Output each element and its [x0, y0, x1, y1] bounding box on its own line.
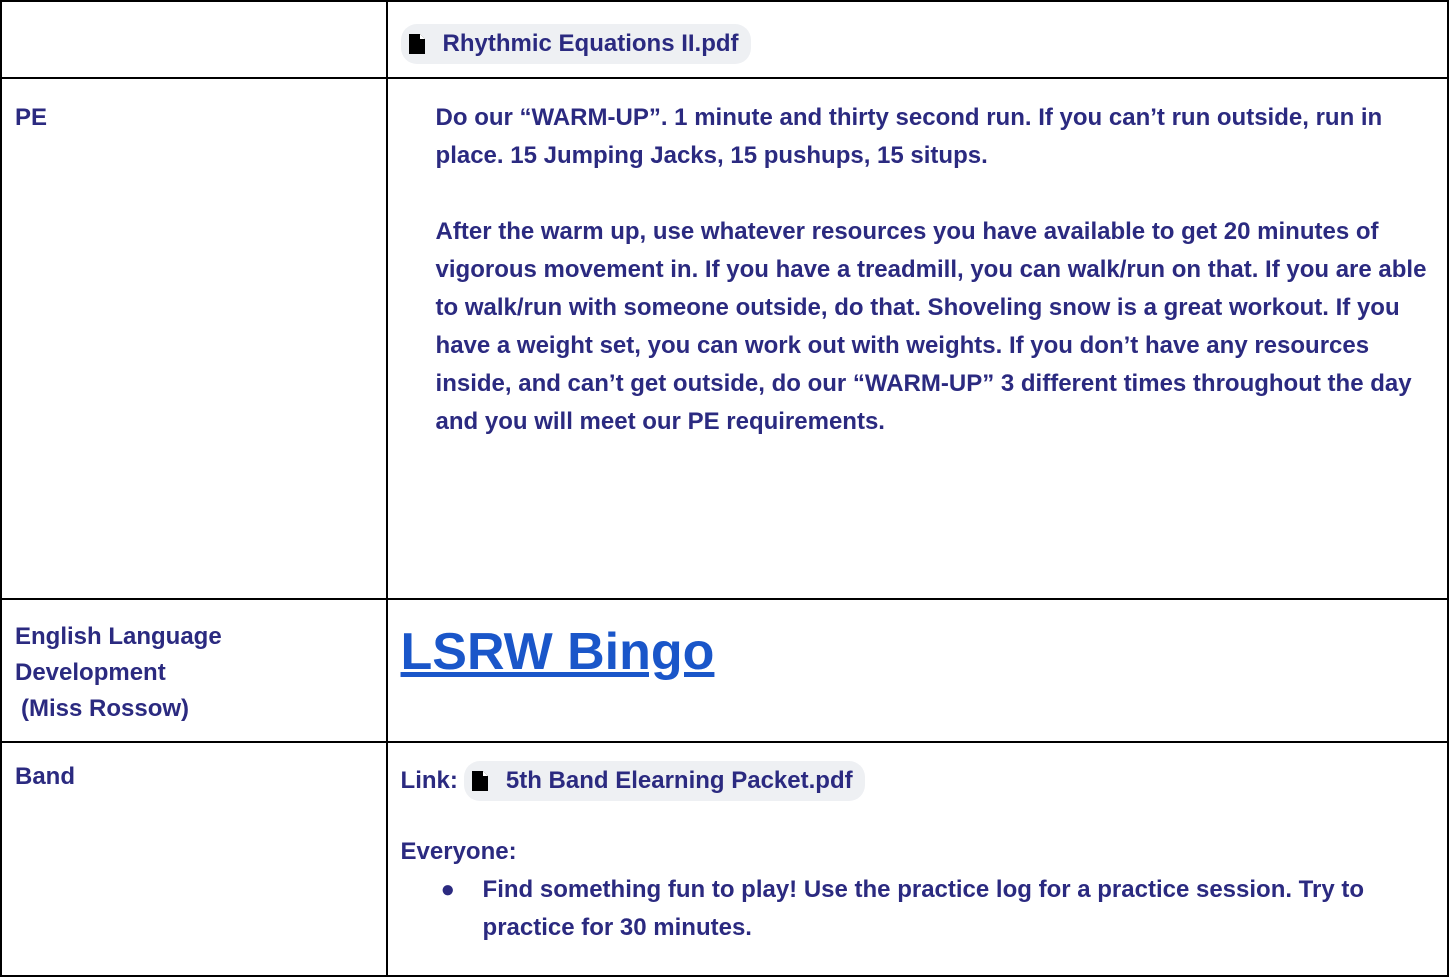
pe-paragraph-activity: After the warm up, use whatever resources you have available to get 20 minutes of vigorous movement in. If you have a treadmill, you can walk/run on that. If you are able to walk/run with someone outside, do that. Shoveling snow is a great workout. If you have a weight set, you can work out with weights. If you don’t have any resources inside, and can’t get outside, do our “WARM-UP” 3 different times throughout the day and you will meet our PE requirements. — [435, 218, 1427, 435]
subject-cell-pe — [1, 78, 387, 599]
subject-cell-band — [1, 742, 387, 976]
attachment-label: 5th Band Elearning Packet.pdf — [505, 767, 853, 794]
band-link-line — [401, 761, 1437, 801]
subject-cell-empty — [1, 1, 387, 78]
table-row-pe — [1, 78, 1448, 599]
pe-instructions — [388, 79, 1447, 441]
table-row-eld — [1, 599, 1448, 742]
file-icon — [409, 34, 425, 54]
everyone-heading: Everyone: — [400, 838, 517, 865]
link-prefix: Link: — [400, 767, 458, 794]
band-content — [388, 743, 1447, 947]
subject-label-pe: PE — [15, 104, 48, 131]
subject-line: Development — [15, 659, 166, 686]
table-row-rhythmic — [1, 1, 1448, 78]
lsrw-bingo-link[interactable]: LSRW Bingo — [400, 623, 715, 681]
file-icon — [472, 771, 488, 791]
list-item — [441, 871, 1437, 947]
subject-cell-eld — [1, 599, 387, 742]
content-cell-pe — [387, 78, 1448, 599]
subject-line: (Miss Rossow) — [21, 695, 190, 722]
subject-label-band: Band — [15, 763, 75, 790]
list-item-text: Find something fun to play! Use the practice log for a practice session. Try to practice for 30 minutes. — [482, 876, 1365, 941]
band-task-list — [401, 871, 1437, 947]
pe-paragraph-warmup: Do our “WARM-UP”. 1 minute and thirty second run. If you can’t run outside, run in place. 15 Jumping Jacks, 15 pushups, 15 situps. — [435, 104, 1383, 169]
content-cell-rhythmic — [387, 1, 1448, 78]
table-row-band — [1, 742, 1448, 976]
subject-label-eld — [15, 619, 386, 727]
content-cell-band — [387, 742, 1448, 976]
attachment-chip-rhythmic[interactable] — [401, 24, 751, 64]
attachment-chip-band[interactable] — [464, 761, 865, 801]
content-cell-eld — [387, 599, 1448, 742]
subject-line: English Language — [15, 623, 222, 650]
attachment-label: Rhythmic Equations II.pdf — [442, 30, 739, 57]
bullet: ● — [440, 876, 456, 903]
